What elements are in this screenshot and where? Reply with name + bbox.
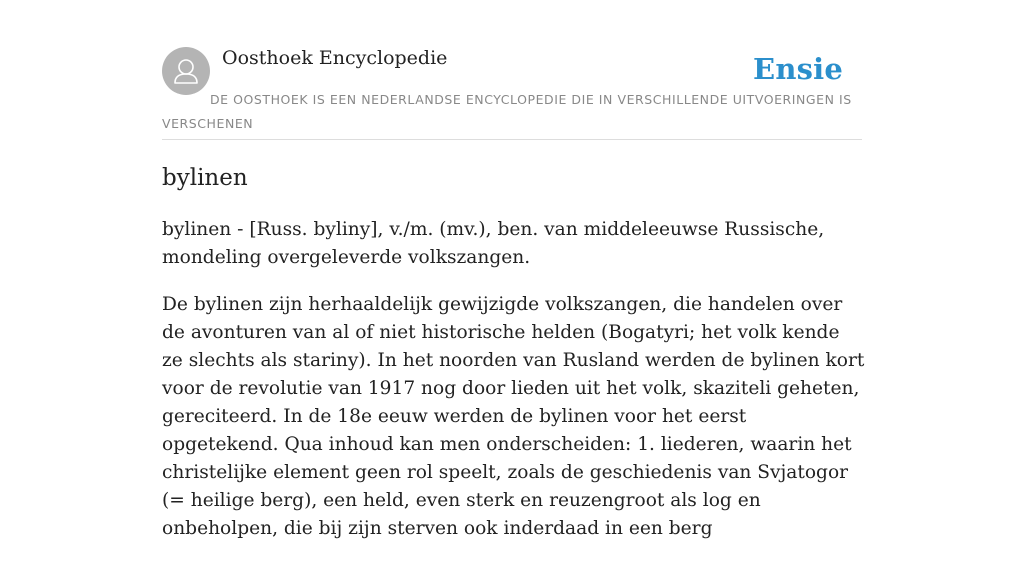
site-name[interactable]: Oosthoek Encyclopedie: [222, 47, 448, 69]
header-divider: [162, 139, 862, 140]
ensie-logo[interactable]: Ensie: [753, 52, 843, 86]
article-body: [162, 216, 866, 562]
article-title: bylinen: [162, 165, 248, 191]
article-paragraph: bylinen - [Russ. byliny], v./m. (mv.), ben. van middeleeuwse Russische, mondeling overgeleverde volkszangen.: [162, 219, 825, 268]
article-paragraph: De bylinen zijn herhaaldelijk gewijzigde volkszangen, die handelen over de avonturen van al of niet historische helden (Bogatyri; het volk kende ze slechts als stariny). In het noorden van Rusland werden de bylinen kort voor de revolutie van 1917 nog door lieden uit het volk, skaziteli geheten, gereciteerd. In de 18e eeuw werden de bylinen voor het eerst opgetekend. Qua inhoud kan men onderscheiden: 1. liederen, waarin het christelijke element geen rol speelt, zoals de geschiedenis van Svjatogor (= heilige berg), een held, even sterk en reuzengroot als log en onbeholpen, die bij zijn sterven ook inderdaad in een berg: [162, 294, 865, 539]
site-description: DE OOSTHOEK IS EEN NEDERLANDSE ENCYCLOPEDIE DIE IN VERSCHILLENDE UITVOERINGEN IS VERSCHENEN: [162, 92, 852, 131]
page-container: [162, 0, 865, 539]
